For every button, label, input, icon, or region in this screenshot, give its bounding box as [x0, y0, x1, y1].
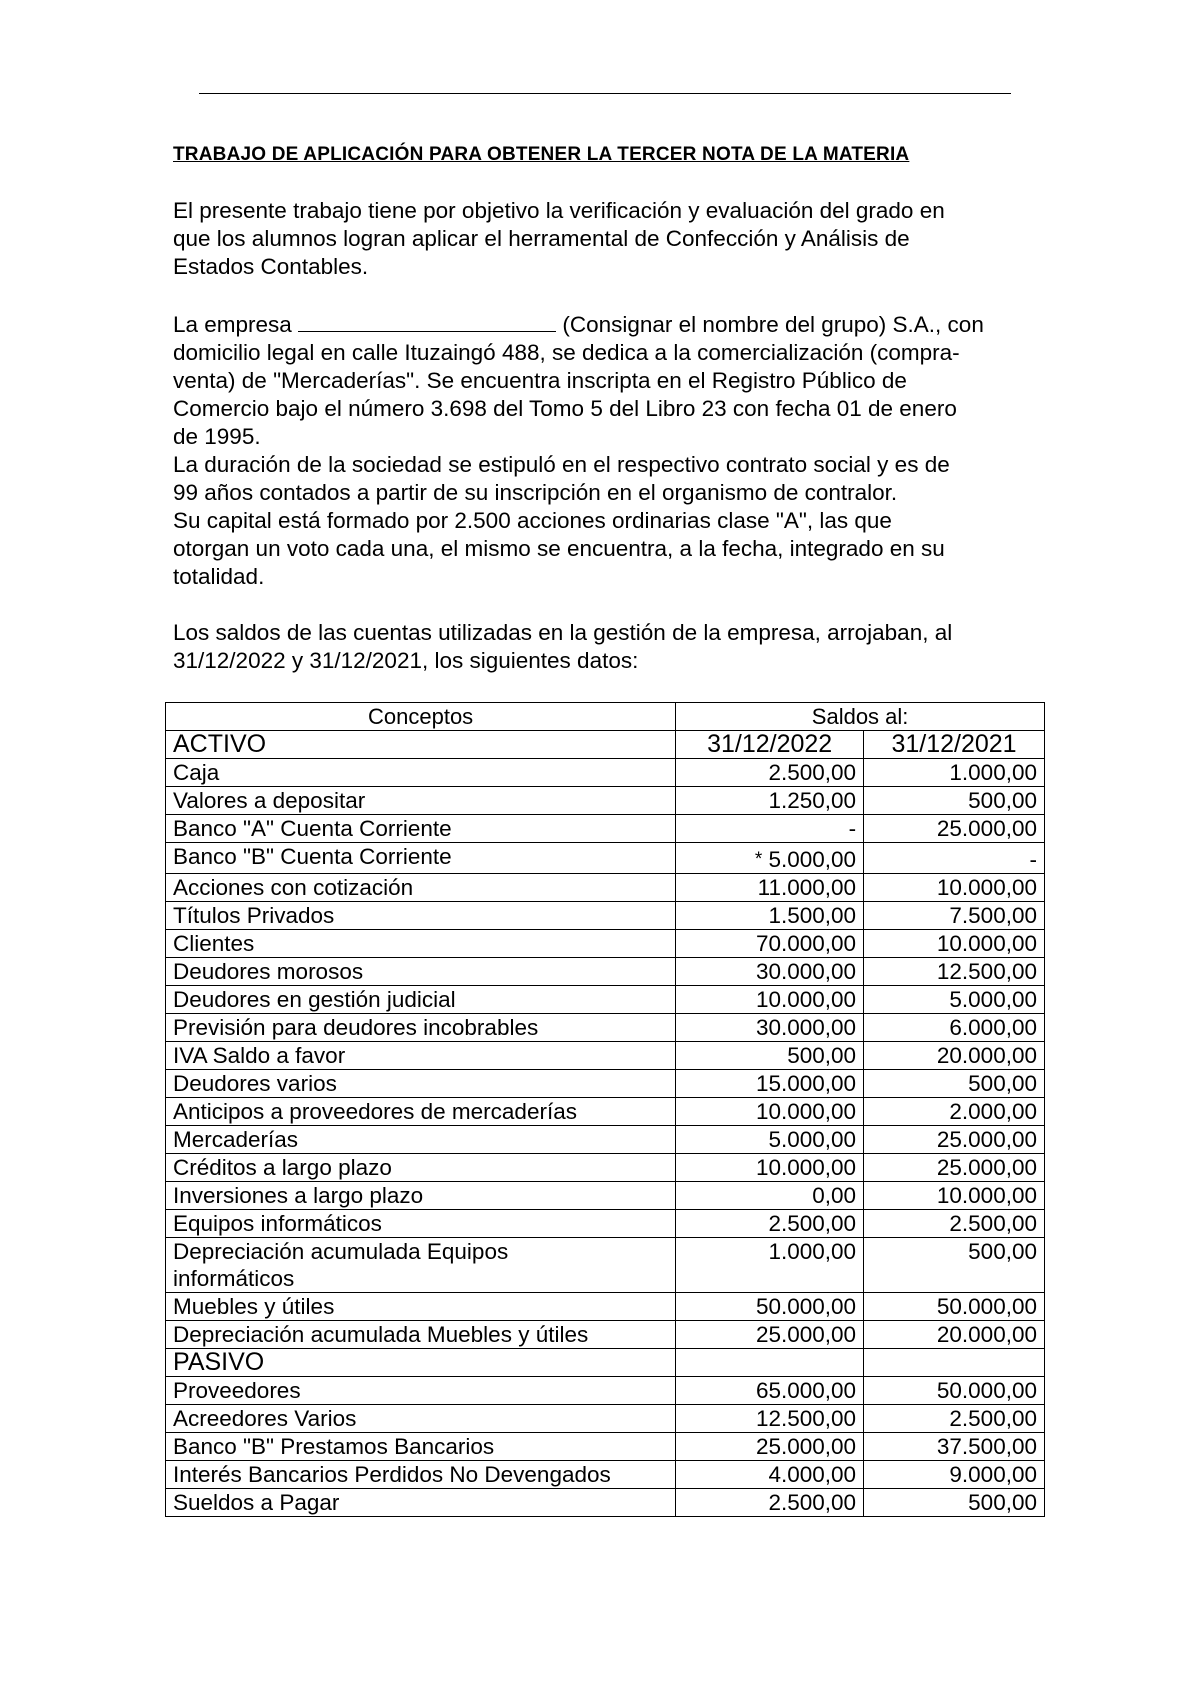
value-2021-cell [864, 958, 1045, 986]
value-2022: 10.000,00 [755, 987, 857, 1012]
value-2021: 500,00 [968, 1490, 1037, 1515]
concept-cell [166, 1210, 676, 1238]
value-2021: 2.500,00 [949, 1211, 1037, 1236]
company-suffix: (Consignar el nombre del grupo) S.A., con [562, 312, 984, 337]
company-line: domicilio legal en calle Ituzaingó 488, se dedica a la comercialización (compra- [173, 340, 960, 365]
value-2022: 5.000,00 [768, 847, 857, 872]
table-row [166, 759, 1045, 787]
value-2021: 25.000,00 [936, 1155, 1037, 1180]
value-2021-cell [864, 1461, 1045, 1489]
value-2022-cell [676, 1042, 864, 1070]
value-2021-cell [864, 1489, 1045, 1517]
value-2021-cell [864, 930, 1045, 958]
concept-cell [166, 986, 676, 1014]
value-2022-cell [676, 1433, 864, 1461]
concept-text: Créditos a largo plazo [173, 1155, 392, 1180]
value-2022-cell [676, 759, 864, 787]
value-2021-cell [864, 874, 1045, 902]
value-2021: 9.000,00 [949, 1462, 1037, 1487]
company-line-1 [173, 311, 1035, 339]
value-2021: 1.000,00 [949, 760, 1037, 785]
concept-text: Equipos informáticos [173, 1211, 382, 1236]
concept-text: Interés Bancarios Perdidos No Devengados [173, 1462, 611, 1487]
concept-text: Valores a depositar [173, 788, 366, 813]
concept-text: Banco "B" Cuenta Corriente [173, 844, 452, 869]
value-2021: 25.000,00 [936, 1127, 1037, 1152]
value-2022-cell [676, 1098, 864, 1126]
value-2022-cell [676, 1293, 864, 1321]
value-2022-cell [676, 1126, 864, 1154]
concept-cell [166, 1126, 676, 1154]
value-2021: - [1029, 847, 1037, 872]
value-2022: 4.000,00 [768, 1462, 857, 1487]
value-2022-cell [676, 1154, 864, 1182]
intro-paragraph [173, 197, 1035, 281]
concept-text: Caja [173, 760, 220, 785]
table-row [166, 986, 1045, 1014]
value-2021: 2.000,00 [949, 1099, 1037, 1124]
value-2021: 10.000,00 [936, 931, 1037, 956]
company-line: venta) de "Mercaderías". Se encuentra inscripta en el Registro Público de [173, 368, 907, 393]
value-2022-cell [676, 930, 864, 958]
value-2021-cell [864, 1098, 1045, 1126]
top-rule [199, 93, 1011, 94]
concept-cell [166, 1238, 676, 1293]
table-row [166, 1433, 1045, 1461]
value-2021-cell [864, 986, 1045, 1014]
value-2022: 2.500,00 [768, 1211, 857, 1236]
concept-text: Proveedores [173, 1378, 301, 1403]
concept-cell [166, 1182, 676, 1210]
value-2022: 15.000,00 [755, 1071, 857, 1096]
table-row [166, 1321, 1045, 1349]
table-row [166, 815, 1045, 843]
value-2022: 70.000,00 [755, 931, 857, 956]
table-row [166, 1461, 1045, 1489]
value-2021-cell [864, 1154, 1045, 1182]
value-2021-cell [864, 1210, 1045, 1238]
value-2021-cell [864, 1405, 1045, 1433]
value-2022-cell [676, 874, 864, 902]
concept-cell [166, 1461, 676, 1489]
value-2021-cell [864, 1321, 1045, 1349]
concept-cell [166, 1321, 676, 1349]
value-2022-cell [676, 787, 864, 815]
value-2021: 37.500,00 [936, 1434, 1037, 1459]
company-line: Su capital está formado por 2.500 acciones ordinarias clase "A", las que [173, 508, 892, 533]
value-2022-cell [676, 1377, 864, 1405]
table-row [166, 787, 1045, 815]
value-2021: 500,00 [968, 788, 1037, 813]
company-line: totalidad. [173, 564, 265, 589]
value-2021-cell [864, 843, 1045, 874]
value-2022: 1.000,00 [768, 1239, 857, 1264]
date-2022: 31/12/2022 [676, 731, 864, 759]
concept-cell [166, 815, 676, 843]
value-2022: - [848, 816, 857, 841]
concept-text: Banco "B" Prestamos Bancarios [173, 1434, 495, 1459]
balances-intro-line: 31/12/2022 y 31/12/2021, los siguientes datos: [173, 648, 639, 673]
table-row [166, 1210, 1045, 1238]
value-2022-cell [676, 1321, 864, 1349]
value-2021-cell [864, 1238, 1045, 1293]
value-2021: 10.000,00 [936, 875, 1037, 900]
balances-intro-line: Los saldos de las cuentas utilizadas en la gestión de la empresa, arrojaban, al [173, 620, 953, 645]
value-2022-cell [676, 843, 864, 874]
table-row [166, 1405, 1045, 1433]
value-2022: 2.500,00 [768, 1490, 857, 1515]
value-2021-cell [864, 1070, 1045, 1098]
table-row [166, 1126, 1045, 1154]
value-2021: 50.000,00 [936, 1294, 1037, 1319]
header-concepts: Conceptos [166, 703, 676, 731]
value-2021: 20.000,00 [936, 1322, 1037, 1347]
header-balances: Saldos al: [676, 703, 1045, 731]
value-2021-cell [864, 1293, 1045, 1321]
value-2021: 500,00 [968, 1239, 1037, 1264]
concept-text: Deudores morosos [173, 959, 364, 984]
company-line: Comercio bajo el número 3.698 del Tomo 5 del Libro 23 con fecha 01 de enero [173, 396, 957, 421]
value-2022-cell [676, 986, 864, 1014]
concept-cell [166, 1405, 676, 1433]
asterisk-mark: * [754, 849, 763, 870]
intro-line: Estados Contables. [173, 254, 369, 279]
table-row [166, 843, 1045, 874]
table-row [166, 1154, 1045, 1182]
value-2021-cell [864, 1126, 1045, 1154]
value-2021: 2.500,00 [949, 1406, 1037, 1431]
value-2022: 11.000,00 [757, 875, 857, 900]
pasivo-header-row [166, 1349, 1045, 1377]
concept-cell [166, 1433, 676, 1461]
balances-intro-paragraph [173, 619, 1035, 675]
value-2022-cell [676, 1238, 864, 1293]
concept-cell [166, 1014, 676, 1042]
value-2022: 25.000,00 [755, 1322, 857, 1347]
empty-cell [864, 1349, 1045, 1377]
concept-text: Sueldos a Pagar [173, 1490, 340, 1515]
concept-text: Acreedores Varios [173, 1406, 357, 1431]
value-2022-cell [676, 1489, 864, 1517]
concept-text: Acciones con cotización [173, 875, 414, 900]
value-2021: 10.000,00 [936, 1183, 1037, 1208]
group-name-blank[interactable] [298, 311, 556, 332]
value-2022-cell [676, 902, 864, 930]
company-paragraph [173, 311, 1035, 591]
value-2022: 25.000,00 [755, 1434, 857, 1459]
table-row [166, 1489, 1045, 1517]
value-2021-cell [864, 815, 1045, 843]
concept-text: IVA Saldo a favor [173, 1043, 346, 1068]
value-2021-cell [864, 1182, 1045, 1210]
value-2022-cell [676, 815, 864, 843]
concept-cell [166, 759, 676, 787]
value-2021-cell [864, 787, 1045, 815]
value-2021: 12.500,00 [936, 959, 1037, 984]
company-line: La duración de la sociedad se estipuló en el respectivo contrato social y es de [173, 452, 950, 477]
value-2021: 20.000,00 [936, 1043, 1037, 1068]
table-row [166, 1377, 1045, 1405]
value-2022: 65.000,00 [755, 1378, 857, 1403]
value-2022: 2.500,00 [768, 760, 857, 785]
value-2022: 1.250,00 [768, 788, 857, 813]
date-2021: 31/12/2021 [864, 731, 1045, 759]
empty-cell [676, 1349, 864, 1377]
value-2021: 6.000,00 [949, 1015, 1037, 1040]
value-2022: 500,00 [787, 1043, 857, 1068]
value-2021-cell [864, 1014, 1045, 1042]
activo-header-row [166, 731, 1045, 759]
concept-text: Previsión para deudores incobrables [173, 1015, 539, 1040]
table-row [166, 1293, 1045, 1321]
value-2021-cell [864, 1433, 1045, 1461]
concept-text: Títulos Privados [173, 903, 335, 928]
concept-cell [166, 1154, 676, 1182]
company-prefix: La empresa [173, 312, 292, 337]
company-line: 99 años contados a partir de su inscripción en el organismo de contralor. [173, 480, 898, 505]
concept-cell [166, 902, 676, 930]
value-2022: 1.500,00 [768, 903, 857, 928]
value-2021-cell [864, 759, 1045, 787]
company-line: otorgan un voto cada una, el mismo se encuentra, a la fecha, integrado en su [173, 536, 945, 561]
concept-text-continued: informáticos [173, 1266, 295, 1291]
value-2021: 7.500,00 [949, 903, 1037, 928]
value-2021: 25.000,00 [936, 816, 1037, 841]
value-2022-cell [676, 1070, 864, 1098]
table-row [166, 1070, 1045, 1098]
table-row [166, 930, 1045, 958]
concept-text: Inversiones a largo plazo [173, 1183, 424, 1208]
concept-text: Deudores varios [173, 1071, 337, 1096]
table-row [166, 1182, 1045, 1210]
concept-cell [166, 1377, 676, 1405]
company-line: de 1995. [173, 424, 261, 449]
concept-text: Banco "A" Cuenta Corriente [173, 816, 452, 841]
value-2022: 30.000,00 [755, 959, 857, 984]
table-header-row [166, 703, 1045, 731]
concept-cell [166, 843, 676, 874]
concept-text: Clientes [173, 931, 255, 956]
value-2022-cell [676, 1014, 864, 1042]
pasivo-label: PASIVO [166, 1349, 676, 1377]
value-2021: 50.000,00 [936, 1378, 1037, 1403]
value-2022: 10.000,00 [755, 1099, 857, 1124]
concept-cell [166, 958, 676, 986]
value-2021: 500,00 [968, 1071, 1037, 1096]
concept-text: Muebles y útiles [173, 1294, 335, 1319]
intro-line: El presente trabajo tiene por objetivo la verificación y evaluación del grado en [173, 198, 945, 223]
concept-text: Mercaderías [173, 1127, 299, 1152]
table-row [166, 1098, 1045, 1126]
concept-text: Anticipos a proveedores de mercaderías [173, 1099, 577, 1124]
page-title: TRABAJO DE APLICACIÓN PARA OBTENER LA TERCER NOTA DE LA MATERIA [173, 144, 910, 165]
value-2022: 0,00 [812, 1183, 857, 1208]
concept-cell [166, 1489, 676, 1517]
value-2022: 10.000,00 [755, 1155, 857, 1180]
table-row [166, 958, 1045, 986]
value-2022: 50.000,00 [755, 1294, 857, 1319]
concept-cell [166, 1070, 676, 1098]
value-2022: 5.000,00 [768, 1127, 857, 1152]
concept-cell [166, 1042, 676, 1070]
value-2022: 30.000,00 [755, 1015, 857, 1040]
concept-cell [166, 1293, 676, 1321]
concept-text: Depreciación acumulada Equipos [173, 1239, 509, 1264]
table-row [166, 1014, 1045, 1042]
value-2021-cell [864, 902, 1045, 930]
concept-cell [166, 1098, 676, 1126]
concept-text: Deudores en gestión judicial [173, 987, 456, 1012]
value-2022-cell [676, 1210, 864, 1238]
table-row [166, 902, 1045, 930]
concept-cell [166, 787, 676, 815]
value-2021: 5.000,00 [949, 987, 1037, 1012]
value-2021-cell [864, 1042, 1045, 1070]
table-row [166, 1042, 1045, 1070]
table-row [166, 874, 1045, 902]
value-2022-cell [676, 1405, 864, 1433]
value-2022-cell [676, 1182, 864, 1210]
intro-line: que los alumnos logran aplicar el herramental de Confección y Análisis de [173, 226, 910, 251]
value-2022: 12.500,00 [755, 1406, 857, 1431]
value-2021-cell [864, 1377, 1045, 1405]
activo-label: ACTIVO [166, 731, 676, 759]
balances-table [165, 702, 1045, 1517]
value-2022-cell [676, 958, 864, 986]
table-row [166, 1238, 1045, 1293]
concept-cell [166, 930, 676, 958]
value-2022-cell [676, 1461, 864, 1489]
concept-text: Depreciación acumulada Muebles y útiles [173, 1322, 589, 1347]
concept-cell [166, 874, 676, 902]
